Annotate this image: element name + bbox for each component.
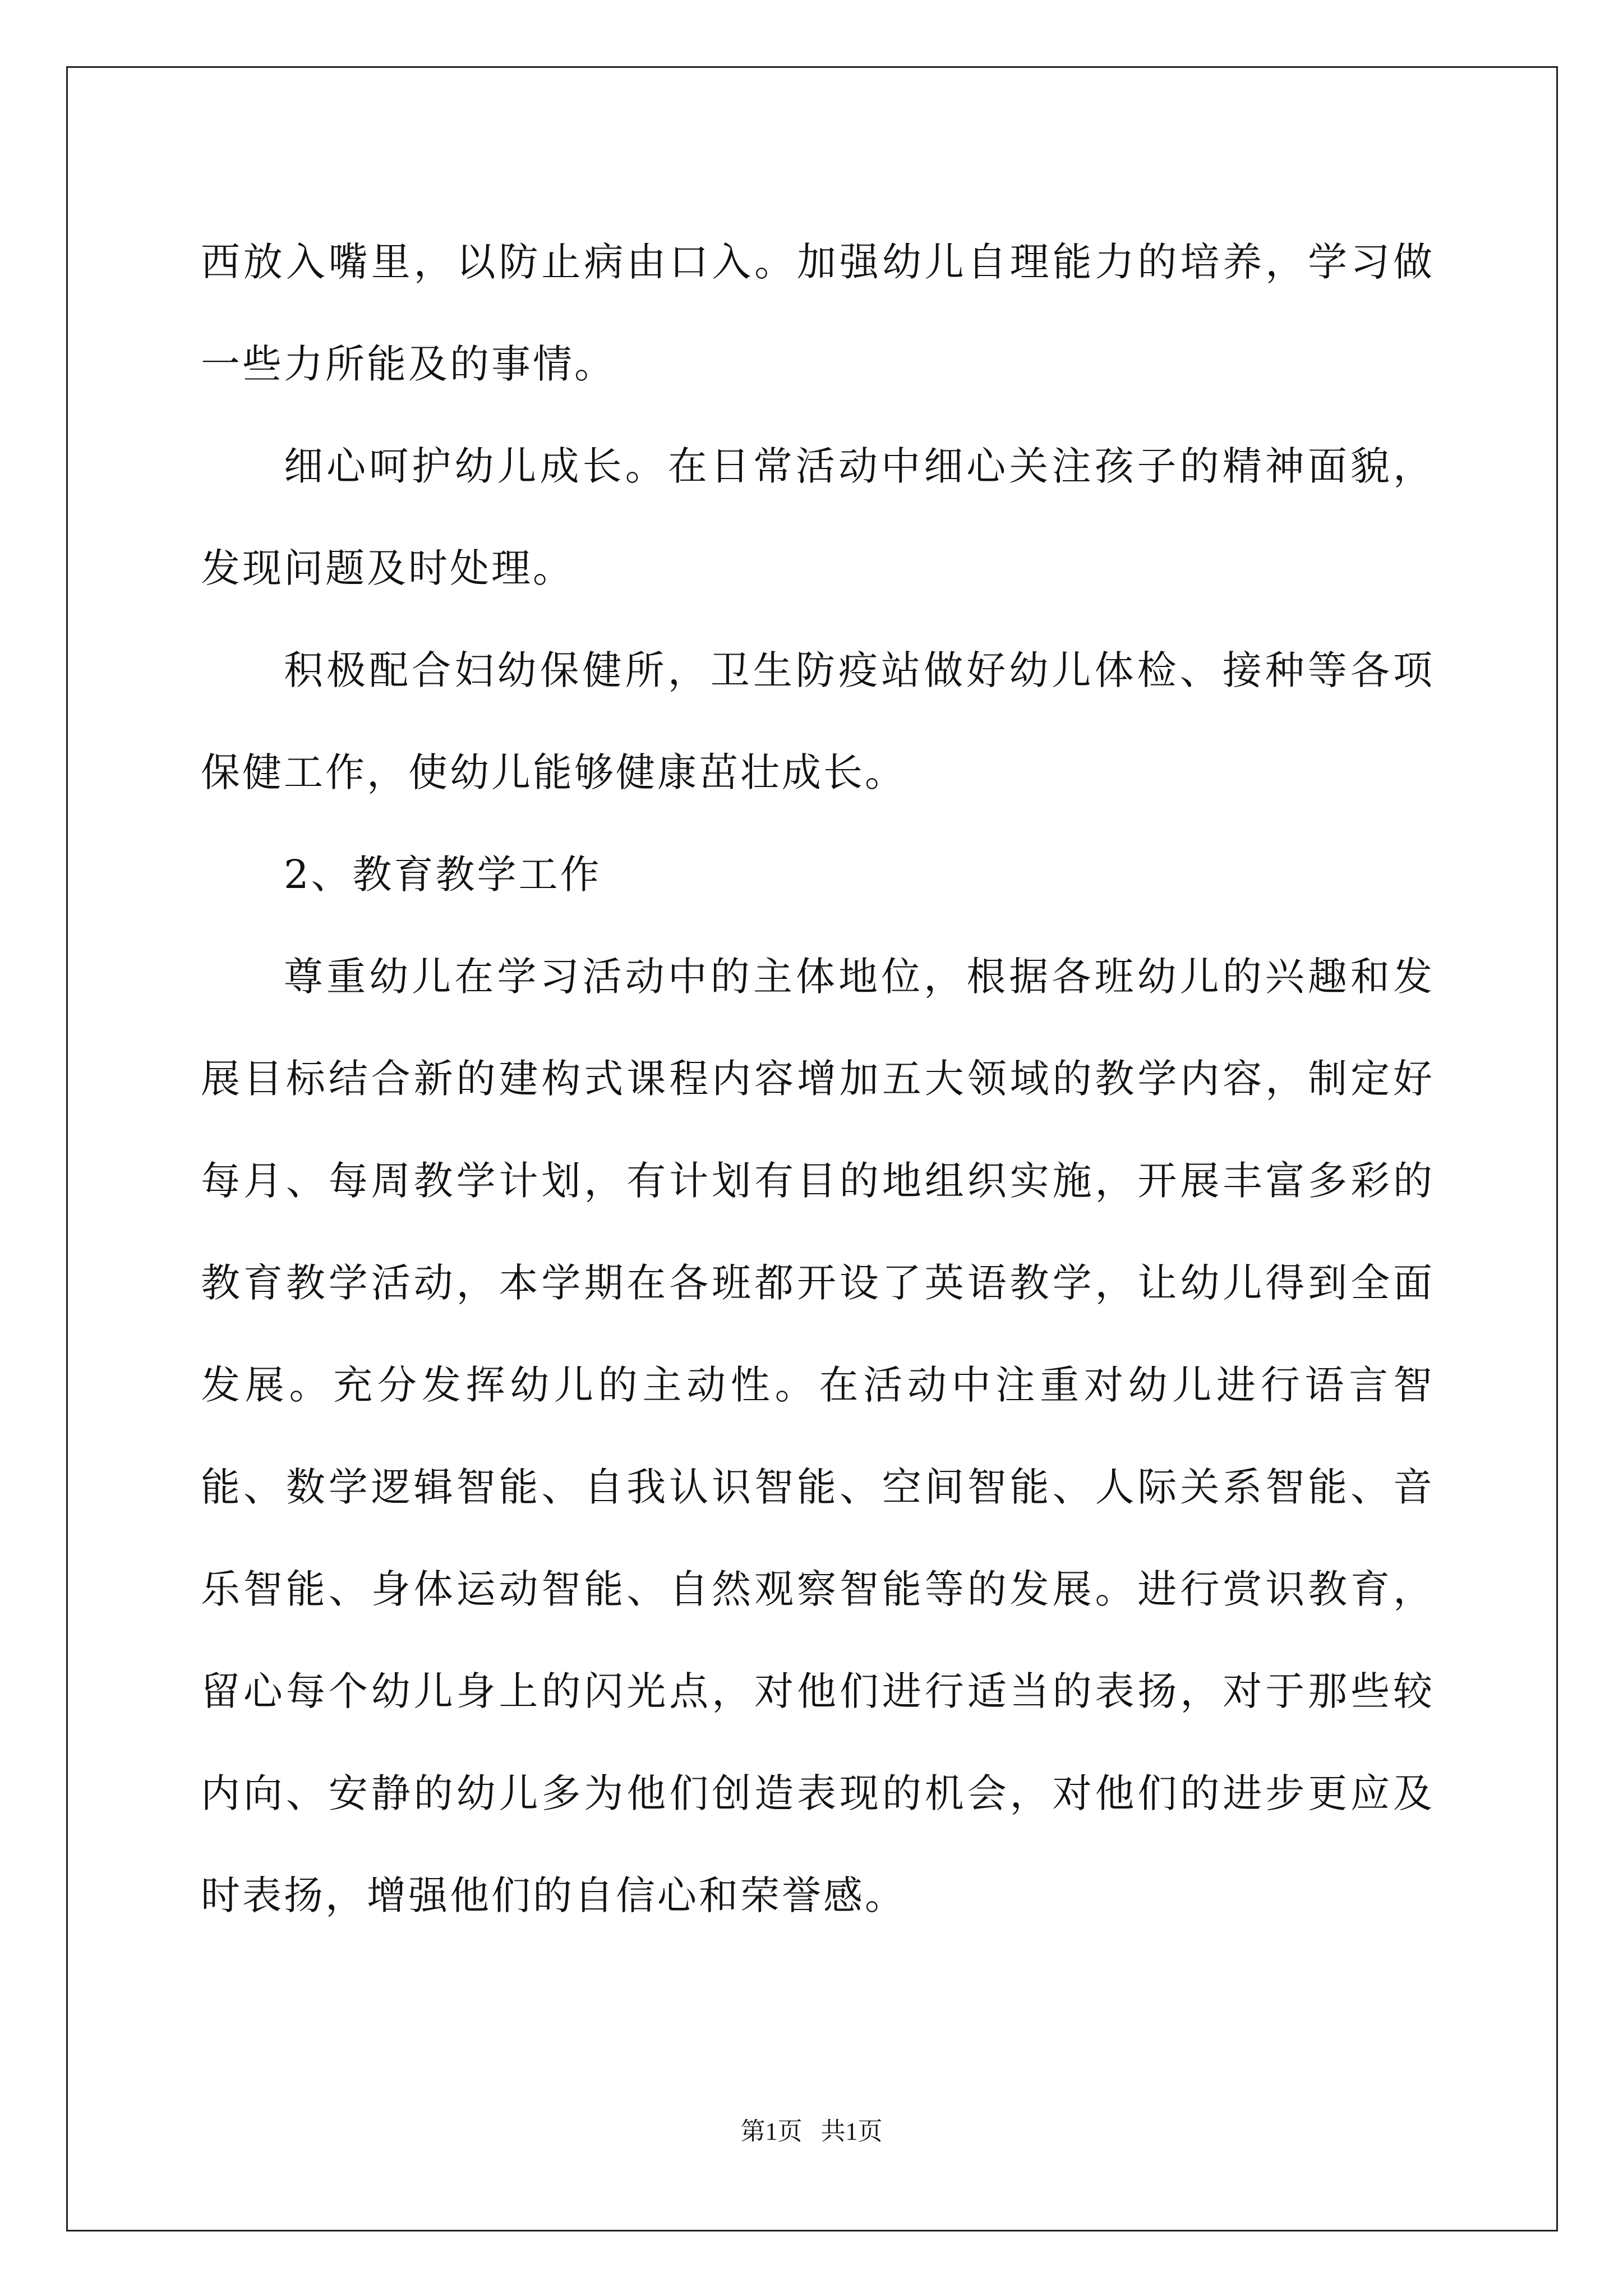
paragraph-2: 细心呵护幼儿成长。在日常活动中细心关注孩子的精神面貌，发现问题及时处理。 bbox=[201, 443, 1435, 591]
paragraph-3: 积极配合妇幼保健所，卫生防疫站做好幼儿体检、接种等各项保健工作，使幼儿能够健康茁壮成长。 bbox=[201, 647, 1435, 795]
page-total: 共1页 bbox=[820, 2118, 883, 2145]
page-footer bbox=[0, 2115, 1623, 2148]
paragraph-5: 尊重幼儿在学习活动中的主体地位，根据各班幼儿的兴趣和发展目标结合新的建构式课程内容增加五大领域的教学内容，制定好每月、每周教学计划，有计划有目的地组织实施，开展丰富多彩的教育教学活动，本学期在各班都开设了英语教学，让幼儿得到全面发展。充分发挥幼儿的主动性。在活动中注重对幼儿进行语言智能、数学逻辑智能、自我认识智能、空间智能、人际关系智能、音乐智能、身体运动智能、自然观察智能等的发展。进行赏识教育，留心每个幼儿身上的闪光点，对他们进行适当的表扬，对于那些较内向、安静的幼儿多为他们创造表现的机会，对他们的进步更应及时表扬，增强他们的自信心和荣誉感。 bbox=[201, 954, 1435, 1918]
document-body bbox=[201, 211, 1435, 1947]
page-number: 第1页 bbox=[740, 2118, 803, 2145]
section-heading: 2、教育教学工作 bbox=[284, 852, 602, 898]
paragraph-1: 西放入嘴里，以防止病由口入。加强幼儿自理能力的培养，学习做一些力所能及的事情。 bbox=[201, 239, 1435, 387]
